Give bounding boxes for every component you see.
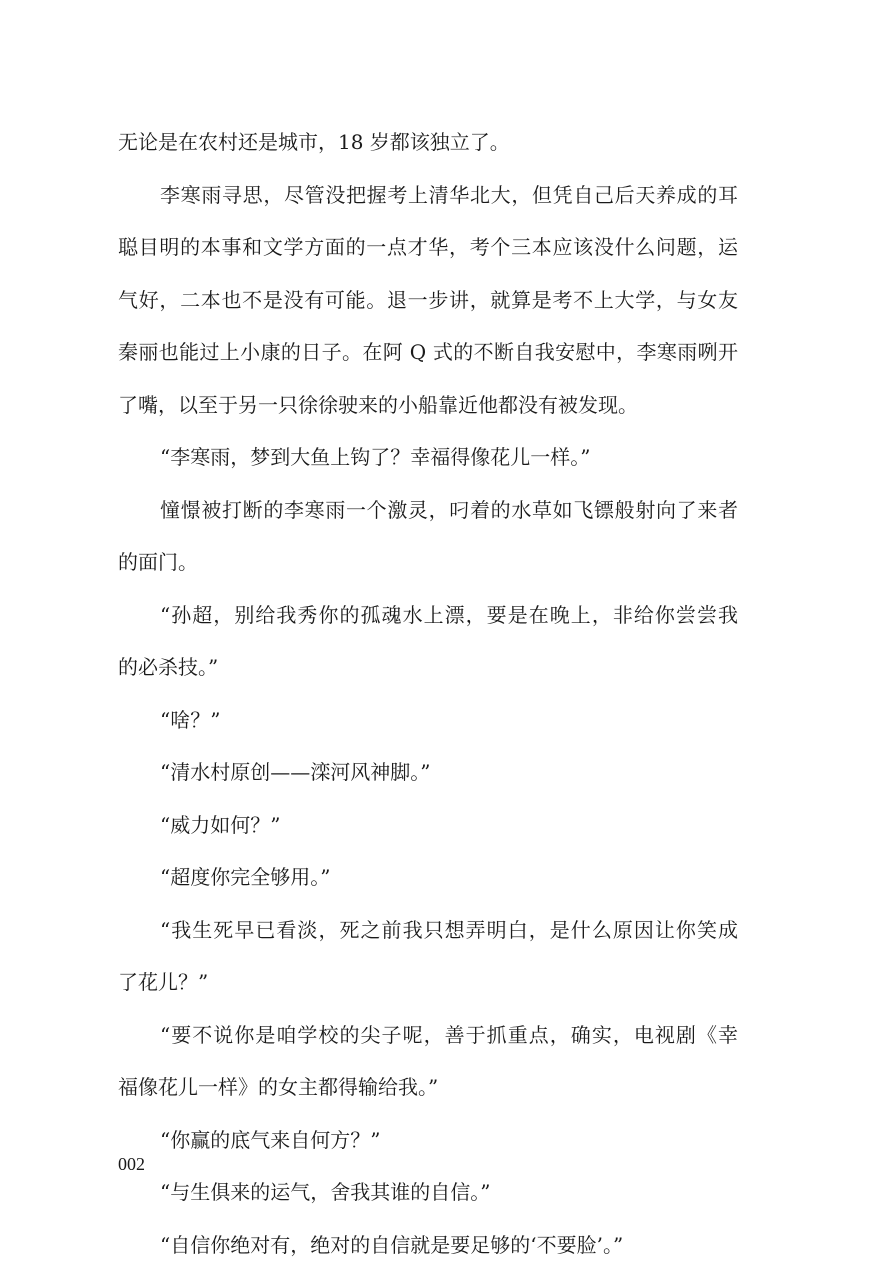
text-line: “啥？” — [118, 700, 738, 753]
text-line: 了嘴，以至于另一只徐徐驶来的小船靠近他都没有被发现。 — [118, 385, 738, 438]
text-line: “要不说你是咱学校的尖子呢，善于抓重点，确实，电视剧《幸 — [118, 1015, 738, 1068]
text-line: 憧憬被打断的李寒雨一个激灵，叼着的水草如飞镖般射向了来者 — [118, 490, 738, 543]
text-line: “我生死早已看淡，死之前我只想弄明白，是什么原因让你笑成 — [118, 910, 738, 963]
text-line: “威力如何？” — [118, 805, 738, 858]
text-line: 气好，二本也不是没有可能。退一步讲，就算是考不上大学，与女友 — [118, 280, 738, 333]
text-line: 秦丽也能过上小康的日子。在阿 Q 式的不断自我安慰中，李寒雨咧开 — [118, 332, 738, 385]
text-line: 的面门。 — [118, 542, 738, 595]
text-line: 无论是在农村还是城市，18 岁都该独立了。 — [118, 122, 738, 175]
text-line: “李寒雨，梦到大鱼上钩了？幸福得像花儿一样。” — [118, 437, 738, 490]
text-line: “清水村原创——滦河风神脚。” — [118, 752, 738, 805]
text-line: 的必杀技。” — [118, 647, 738, 700]
text-line: “与生俱来的运气，舍我其谁的自信。” — [118, 1172, 738, 1225]
text-line: “超度你完全够用。” — [118, 857, 738, 910]
text-line: “自信你绝对有，绝对的自信就是要足够的‘不要脸’。” — [118, 1225, 738, 1277]
text-line: “你赢的底气来自何方？” — [118, 1120, 738, 1173]
text-line: 聪目明的本事和文学方面的一点才华，考个三本应该没什么问题，运 — [118, 227, 738, 280]
page-number: 002 — [118, 1152, 145, 1176]
text-line: 福像花儿一样》的女主都得输给我。” — [118, 1067, 738, 1120]
text-line: 了花儿？” — [118, 962, 738, 1015]
body-text — [118, 122, 738, 1277]
text-line: 李寒雨寻思，尽管没把握考上清华北大，但凭自己后天养成的耳 — [118, 175, 738, 228]
text-line: “孙超，别给我秀你的孤魂水上漂，要是在晚上，非给你尝尝我 — [118, 595, 738, 648]
